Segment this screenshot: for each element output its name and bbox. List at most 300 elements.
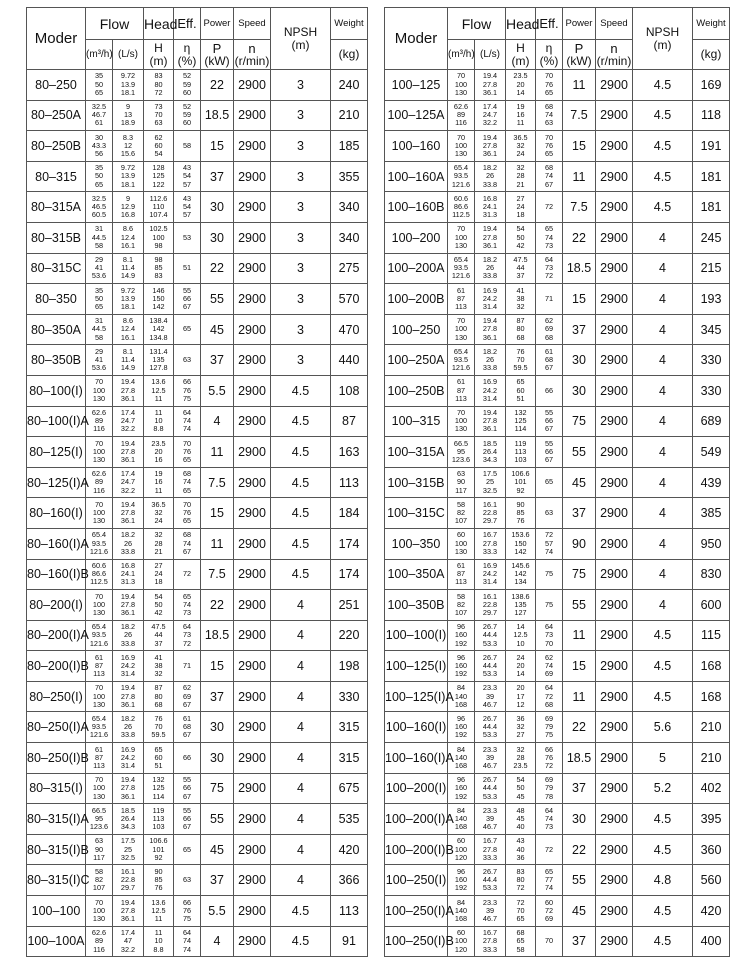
head-cell: [144, 100, 174, 131]
eff-cell-value: 73: [544, 240, 554, 250]
model-cell: 80–100(I): [27, 375, 86, 406]
head-cell: [506, 70, 536, 101]
flow-m3h-cell-value: 160: [454, 660, 468, 670]
power-cell: 37: [563, 314, 596, 345]
eff-letter: η: [183, 40, 191, 55]
eff-cell-value: 65: [182, 844, 192, 854]
head-cell: [144, 498, 174, 529]
flow-ls-cell: [113, 437, 144, 468]
head-unit: [144, 40, 174, 70]
head-cell-value: 12.5: [151, 385, 166, 395]
head-cell-value: 43: [516, 836, 525, 846]
eff-cell: [174, 406, 201, 437]
head-cell-value: 11: [154, 408, 163, 418]
npsh-cell: 4.5: [271, 528, 331, 559]
flow-ls-cell-value: 23.3: [482, 805, 498, 815]
flow-ls-cell: [113, 804, 144, 835]
head-cell-value: 12.5: [151, 905, 166, 915]
head-cell: [144, 926, 174, 957]
weight-cell: 366: [331, 865, 368, 896]
head-cell-value: 128: [152, 163, 165, 173]
power-cell: 30: [201, 222, 234, 253]
npsh-cell: 3: [271, 131, 331, 162]
head-cell: [506, 834, 536, 865]
table-row: [385, 773, 730, 804]
eff-cell-value: 74: [544, 171, 554, 181]
head-cell-value: 18: [516, 210, 525, 220]
flow-ls-cell-value: 16.1: [120, 240, 136, 250]
flow-m3h-cell: [86, 131, 113, 162]
flow-ls-cell-value: 16.1: [120, 866, 136, 876]
flow-m3h-cell-value: 89: [94, 477, 104, 487]
flow-m3h-cell-value: 65: [94, 87, 104, 97]
speed-cell: 2900: [234, 345, 271, 376]
eff-unit: [174, 40, 201, 70]
flow-m3h-cell-value: 121.6: [89, 730, 109, 740]
flow-m3h-cell-value: 100: [454, 79, 468, 89]
flow-ls-cell-value: 24.2: [482, 385, 498, 395]
eff-cell-value: 66: [544, 385, 554, 395]
flow-m3h-cell-value: 63: [94, 836, 104, 846]
eff-cell-value: 67: [182, 822, 192, 832]
flow-ls-cell: [475, 131, 506, 162]
flow-m3h-cell-value: 107: [92, 883, 106, 893]
head-cell-value: 24: [154, 516, 163, 526]
model-cell: 80–350A: [27, 314, 86, 345]
flow-m3h-cell: [448, 712, 475, 743]
eff-cell-value: 70: [182, 438, 192, 448]
table-row: [385, 253, 730, 284]
power-cell: 4: [201, 926, 234, 957]
head-cell-value: 48: [516, 805, 525, 815]
power-cell: 15: [563, 651, 596, 682]
head-cell-value: 72: [154, 87, 163, 97]
head-cell-value: 150: [152, 293, 165, 303]
power-cell: 45: [563, 467, 596, 498]
npsh-cell: 3: [271, 314, 331, 345]
flow-m3h-cell-value: 107: [454, 607, 468, 617]
npsh-cell: 4.5: [633, 896, 693, 927]
eff-cell-value: 68: [544, 699, 554, 709]
flow-ls-cell-value: 16.9: [482, 285, 498, 295]
head-cell-value: 100: [152, 232, 165, 242]
power-cell: 45: [563, 896, 596, 927]
flow-ls-cell-value: 16.7: [482, 928, 498, 938]
head-letter: H: [154, 40, 163, 55]
weight-cell: 251: [331, 590, 368, 621]
flow-ls-cell-value: 26: [123, 722, 133, 732]
flow-ls-cell: [475, 161, 506, 192]
head-cell-value: 24: [154, 569, 163, 579]
flow-ls-cell-value: 19.4: [120, 897, 136, 907]
npsh-cell: 3: [271, 192, 331, 223]
head-cell-value: 32: [154, 669, 163, 679]
eff-cell-value: 55: [544, 438, 554, 448]
eff-cell-value: 66: [182, 293, 192, 303]
model-cell: 100–200: [385, 222, 448, 253]
flow-ls-cell: [475, 314, 506, 345]
model-cell: 80–125(I): [27, 437, 86, 468]
npsh-cell: 4: [633, 284, 693, 315]
flow-m3h-cell-value: 61: [456, 560, 466, 570]
power-cell: 11: [563, 620, 596, 651]
table-row: [385, 437, 730, 468]
head-cell-value: 112.6: [149, 193, 168, 203]
flow-ls-cell-value: 36.1: [482, 240, 498, 250]
eff-cell-value: 60: [182, 87, 192, 97]
table-row: [27, 100, 368, 131]
weight-cell: 169: [693, 70, 730, 101]
eff-cell-value: 55: [544, 408, 554, 418]
head-cell-value: 80: [516, 324, 525, 334]
flow-m3h-cell-value: 113: [455, 577, 467, 587]
flow-ls-cell-value: 33.8: [120, 546, 136, 556]
eff-cell: [174, 284, 201, 315]
weight-cell: 340: [331, 192, 368, 223]
table-row: [27, 314, 368, 345]
eff-cell: [174, 559, 201, 590]
table-row: [385, 131, 730, 162]
power-cell: 75: [563, 559, 596, 590]
head-cell: [144, 620, 174, 651]
power-cell: 37: [563, 498, 596, 529]
eff-cell: [174, 314, 201, 345]
power-letter: P: [212, 40, 222, 56]
power-cell: 22: [563, 222, 596, 253]
eff-cell-value: 55: [182, 775, 192, 785]
weight-cell: 185: [331, 131, 368, 162]
eff-unit-label: (%): [177, 53, 197, 68]
speed-cell: 2900: [596, 620, 633, 651]
speed-cell: 2900: [234, 375, 271, 406]
weight-cell: 535: [331, 804, 368, 835]
head-cell-value: 54: [516, 775, 525, 785]
eff-cell-value: 64: [182, 928, 192, 938]
flow-ls-cell-value: 34.3: [120, 822, 136, 832]
head-cell-value: 10: [154, 936, 163, 946]
table-row: [385, 804, 730, 835]
power-cell: 30: [201, 192, 234, 223]
table-row: [27, 865, 368, 896]
flow-ls-cell: [113, 406, 144, 437]
eff-header: Eff.: [174, 8, 201, 40]
flow-ls-cell-value: 36.1: [482, 332, 498, 342]
weight-cell: 275: [331, 253, 368, 284]
speed-header: Speed: [234, 8, 271, 40]
eff-cell: [174, 345, 201, 376]
table-row: [385, 222, 730, 253]
eff-cell-value: 72: [182, 569, 192, 579]
weight-cell: 198: [331, 651, 368, 682]
head-cell: [144, 773, 174, 804]
eff-cell: [536, 896, 563, 927]
head-cell-value: 11: [154, 485, 163, 495]
head-cell-value: 142: [152, 302, 165, 312]
npsh-cell: 4: [271, 743, 331, 774]
flow-ls-cell-value: 18.9: [120, 118, 136, 128]
power-cell: 37: [563, 773, 596, 804]
eff-cell: [536, 253, 563, 284]
flow-ls-cell-value: 15.6: [120, 149, 136, 159]
eff-cell: [174, 192, 201, 223]
flow-ls-cell-value: 33.8: [120, 638, 136, 648]
flow-ls-cell-value: 26: [123, 538, 133, 548]
weight-cell: 689: [693, 406, 730, 437]
flow-m3h-cell-value: 130: [454, 332, 468, 342]
flow-ls-cell-value: 27.8: [482, 79, 498, 89]
power-cell: 75: [201, 773, 234, 804]
eff-cell-value: 72: [544, 905, 554, 915]
eff-cell-value: 54: [182, 171, 192, 181]
head-cell-value: 36.5: [151, 499, 166, 509]
flow-m3h-cell-value: 192: [454, 730, 468, 740]
speed-unit-label: (r/min): [596, 53, 632, 68]
head-cell-value: 32: [516, 722, 525, 732]
flow-m3h-cell-value: 140: [454, 905, 468, 915]
npsh-cell: 5.2: [633, 773, 693, 804]
eff-cell-value: 66: [182, 897, 192, 907]
eff-cell: [174, 375, 201, 406]
speed-cell: 2900: [596, 651, 633, 682]
eff-cell-value: 72: [182, 638, 192, 648]
eff-cell-value: 65: [182, 485, 192, 495]
flow-m3h-cell-value: 117: [455, 485, 467, 495]
head-cell-value: 36: [516, 713, 525, 723]
head-cell-value: 21: [154, 546, 163, 556]
table-row: [385, 284, 730, 315]
flow-ls-cell-value: 26.4: [482, 446, 498, 456]
flow-m3h-cell-value: 31: [94, 224, 104, 234]
model-cell: 100–250A: [385, 345, 448, 376]
speed-cell: 2900: [596, 467, 633, 498]
head-cell-value: 106.6: [149, 836, 168, 846]
flow-ls-cell-value: 27.8: [120, 783, 136, 793]
table-row: [385, 100, 730, 131]
flow-ls-cell: [475, 192, 506, 223]
head-cell: [144, 406, 174, 437]
flow-ls-cell-value: 16.8: [120, 210, 136, 220]
speed-cell: 2900: [596, 743, 633, 774]
eff-cell-value: 59: [182, 110, 192, 120]
speed-cell: 2900: [234, 222, 271, 253]
flow-ls-cell-value: 24.2: [482, 569, 498, 579]
head-cell-value: 113: [514, 446, 527, 456]
head-cell-value: 37: [154, 638, 163, 648]
speed-cell: 2900: [234, 192, 271, 223]
speed-cell: 2900: [234, 253, 271, 284]
speed-cell: 2900: [234, 284, 271, 315]
eff-cell-value: 63: [182, 875, 192, 885]
power-cell: 15: [563, 284, 596, 315]
head-cell-value: 72: [516, 883, 525, 893]
head-cell: [506, 192, 536, 223]
head-cell-value: 83: [516, 866, 525, 876]
flow-m3h-cell-value: 60.5: [91, 210, 107, 220]
flow-ls-cell-value: 53.3: [482, 883, 498, 893]
npsh-cell: 4: [271, 712, 331, 743]
eff-cell-value: 75: [182, 393, 192, 403]
flow-m3h-cell-value: 70: [456, 71, 466, 81]
head-cell-value: 36.5: [513, 132, 528, 142]
eff-cell: [536, 651, 563, 682]
table-row: [27, 498, 368, 529]
flow-m3h-cell-value: 89: [456, 110, 466, 120]
head-cell-value: 103: [152, 822, 165, 832]
pump-spec-table-left: [26, 7, 368, 957]
speed-cell: 2900: [596, 926, 633, 957]
head-cell-value: 8.8: [153, 424, 164, 434]
head-cell: [506, 528, 536, 559]
flow-ls-cell-value: 16.1: [120, 332, 136, 342]
head-cell: [506, 131, 536, 162]
table-row: [27, 192, 368, 223]
head-cell-value: 50: [154, 599, 163, 609]
head-unit: [506, 40, 536, 70]
head-cell-value: 16: [516, 110, 525, 120]
model-cell: 80–250(I): [27, 681, 86, 712]
flow-m3h-cell-value: 87: [456, 293, 466, 303]
model-cell: 80–315(I): [27, 773, 86, 804]
speed-unit: [596, 40, 633, 70]
flow-m3h-cell-value: 70: [94, 591, 104, 601]
flow-ls-cell-value: 13: [123, 110, 133, 120]
power-cell: 55: [563, 437, 596, 468]
flow-ls-cell-value: 22.8: [482, 599, 498, 609]
npsh-cell: 4: [271, 865, 331, 896]
flow-ls-cell: [113, 192, 144, 223]
flow-m3h-cell-value: 100: [454, 324, 468, 334]
flow-m3h-cell-value: 113: [93, 760, 105, 770]
flow-m3h-cell-value: 95: [456, 446, 466, 456]
eff-cell-value: 67: [544, 455, 554, 465]
flow-m3h-cell-value: 112.5: [452, 210, 470, 220]
flow-ls-cell-value: 27.8: [482, 232, 498, 242]
flow-ls-cell-value: 31.4: [120, 669, 136, 679]
head-cell: [144, 467, 174, 498]
npsh-cell: 4: [633, 222, 693, 253]
eff-cell-value: 67: [182, 546, 192, 556]
eff-cell-value: 65: [182, 516, 192, 526]
flow-ls-cell: [475, 406, 506, 437]
flow-m3h-cell-value: 46.5: [91, 202, 107, 212]
table-body-right: [385, 70, 730, 957]
speed-cell: 2900: [234, 314, 271, 345]
power-cell: 15: [201, 131, 234, 162]
power-cell: 5.5: [201, 896, 234, 927]
flow-m3h-cell-value: 107: [454, 516, 468, 526]
flow-m3h-cell-value: 70: [94, 438, 104, 448]
flow-ls-cell-value: 46.7: [482, 913, 498, 923]
flow-ls-cell-value: 36.1: [120, 393, 136, 403]
npsh-header-label: NPSH: [645, 24, 680, 39]
table-row: [27, 620, 368, 651]
flow-m3h-cell-value: 58: [94, 866, 104, 876]
eff-cell-value: 66: [544, 446, 554, 456]
table-row: [27, 712, 368, 743]
model-cell: 80–100(I)A: [27, 406, 86, 437]
flow-ls-cell: [113, 70, 144, 101]
head-cell-value: 68: [154, 699, 163, 709]
flow-ls-cell: [113, 222, 144, 253]
eff-cell-value: 66: [544, 416, 554, 426]
table-row: [27, 253, 368, 284]
weight-cell: 355: [331, 161, 368, 192]
head-cell-value: 125: [152, 783, 165, 793]
flow-ls-cell: [113, 926, 144, 957]
weight-cell: 330: [331, 681, 368, 712]
flow-m3h-cell-value: 65.4: [453, 255, 469, 265]
flow-ls-cell-value: 44.4: [482, 722, 498, 732]
head-cell-value: 125: [514, 416, 527, 426]
flow-m3h-cell-value: 60.6: [453, 193, 469, 203]
eff-cell-value: 74: [182, 477, 192, 487]
power-cell: 7.5: [563, 192, 596, 223]
weight-cell: 210: [693, 743, 730, 774]
flow-m3h-cell-value: 130: [92, 516, 106, 526]
flow-m3h-cell-value: 116: [93, 424, 105, 434]
flow-ls-cell-value: 12: [123, 140, 133, 150]
speed-cell: 2900: [596, 100, 633, 131]
model-cell: 80–315: [27, 161, 86, 192]
weight-unit: (kg): [693, 40, 730, 70]
flow-ls-cell-value: 19.4: [120, 499, 136, 509]
flow-ls-cell-value: 26.7: [482, 775, 498, 785]
head-cell-value: 70: [516, 905, 525, 915]
flow-m3h-cell-value: 60: [456, 836, 466, 846]
flow-m3h-cell-value: 96: [456, 775, 466, 785]
head-cell-value: 59.5: [513, 363, 528, 373]
flow-ls-cell-value: 23.3: [482, 744, 498, 754]
flow-m3h-cell-value: 29: [94, 346, 104, 356]
flow-m3h-cell-value: 192: [454, 638, 468, 648]
weight-cell: 560: [693, 865, 730, 896]
head-cell-value: 45: [516, 813, 525, 823]
flow-ls-cell-value: 53.3: [482, 638, 498, 648]
head-cell: [506, 712, 536, 743]
model-cell: 100–160B: [385, 192, 448, 223]
flow-ls-cell-value: 14.9: [120, 271, 136, 281]
head-cell: [506, 375, 536, 406]
flow-m3h-cell: [86, 804, 113, 835]
flow-m3h-cell-value: 41: [94, 355, 104, 365]
flow-m3h-cell: [448, 70, 475, 101]
head-cell: [506, 222, 536, 253]
flow-m3h-cell-value: 100: [454, 140, 468, 150]
head-cell-value: 23.5: [513, 760, 528, 770]
head-cell-value: 72: [516, 897, 525, 907]
flow-ls-cell-value: 33.8: [482, 179, 498, 189]
head-cell-value: 127: [514, 607, 527, 617]
head-cell-value: 122: [152, 179, 165, 189]
flow-m3h-cell-value: 58: [94, 240, 104, 250]
weight-cell: 210: [331, 100, 368, 131]
flow-m3h-cell: [86, 834, 113, 865]
flow-m3h-cell-value: 62.6: [91, 408, 107, 418]
speed-cell: 2900: [596, 896, 633, 927]
head-cell-value: 63: [154, 118, 163, 128]
flow-m3h-cell-value: 96: [456, 652, 466, 662]
head-cell-value: 54: [154, 591, 163, 601]
eff-cell-value: 62: [544, 316, 554, 326]
model-cell: 100–200(I)B: [385, 834, 448, 865]
flow-m3h-cell-value: 100: [454, 416, 468, 426]
weight-cell: 439: [693, 467, 730, 498]
eff-cell-value: 72: [544, 202, 554, 212]
flow-m3h-cell-value: 140: [454, 691, 468, 701]
flow-m3h-cell: [448, 437, 475, 468]
head-cell-value: 59.5: [151, 730, 166, 740]
eff-cell: [174, 590, 201, 621]
